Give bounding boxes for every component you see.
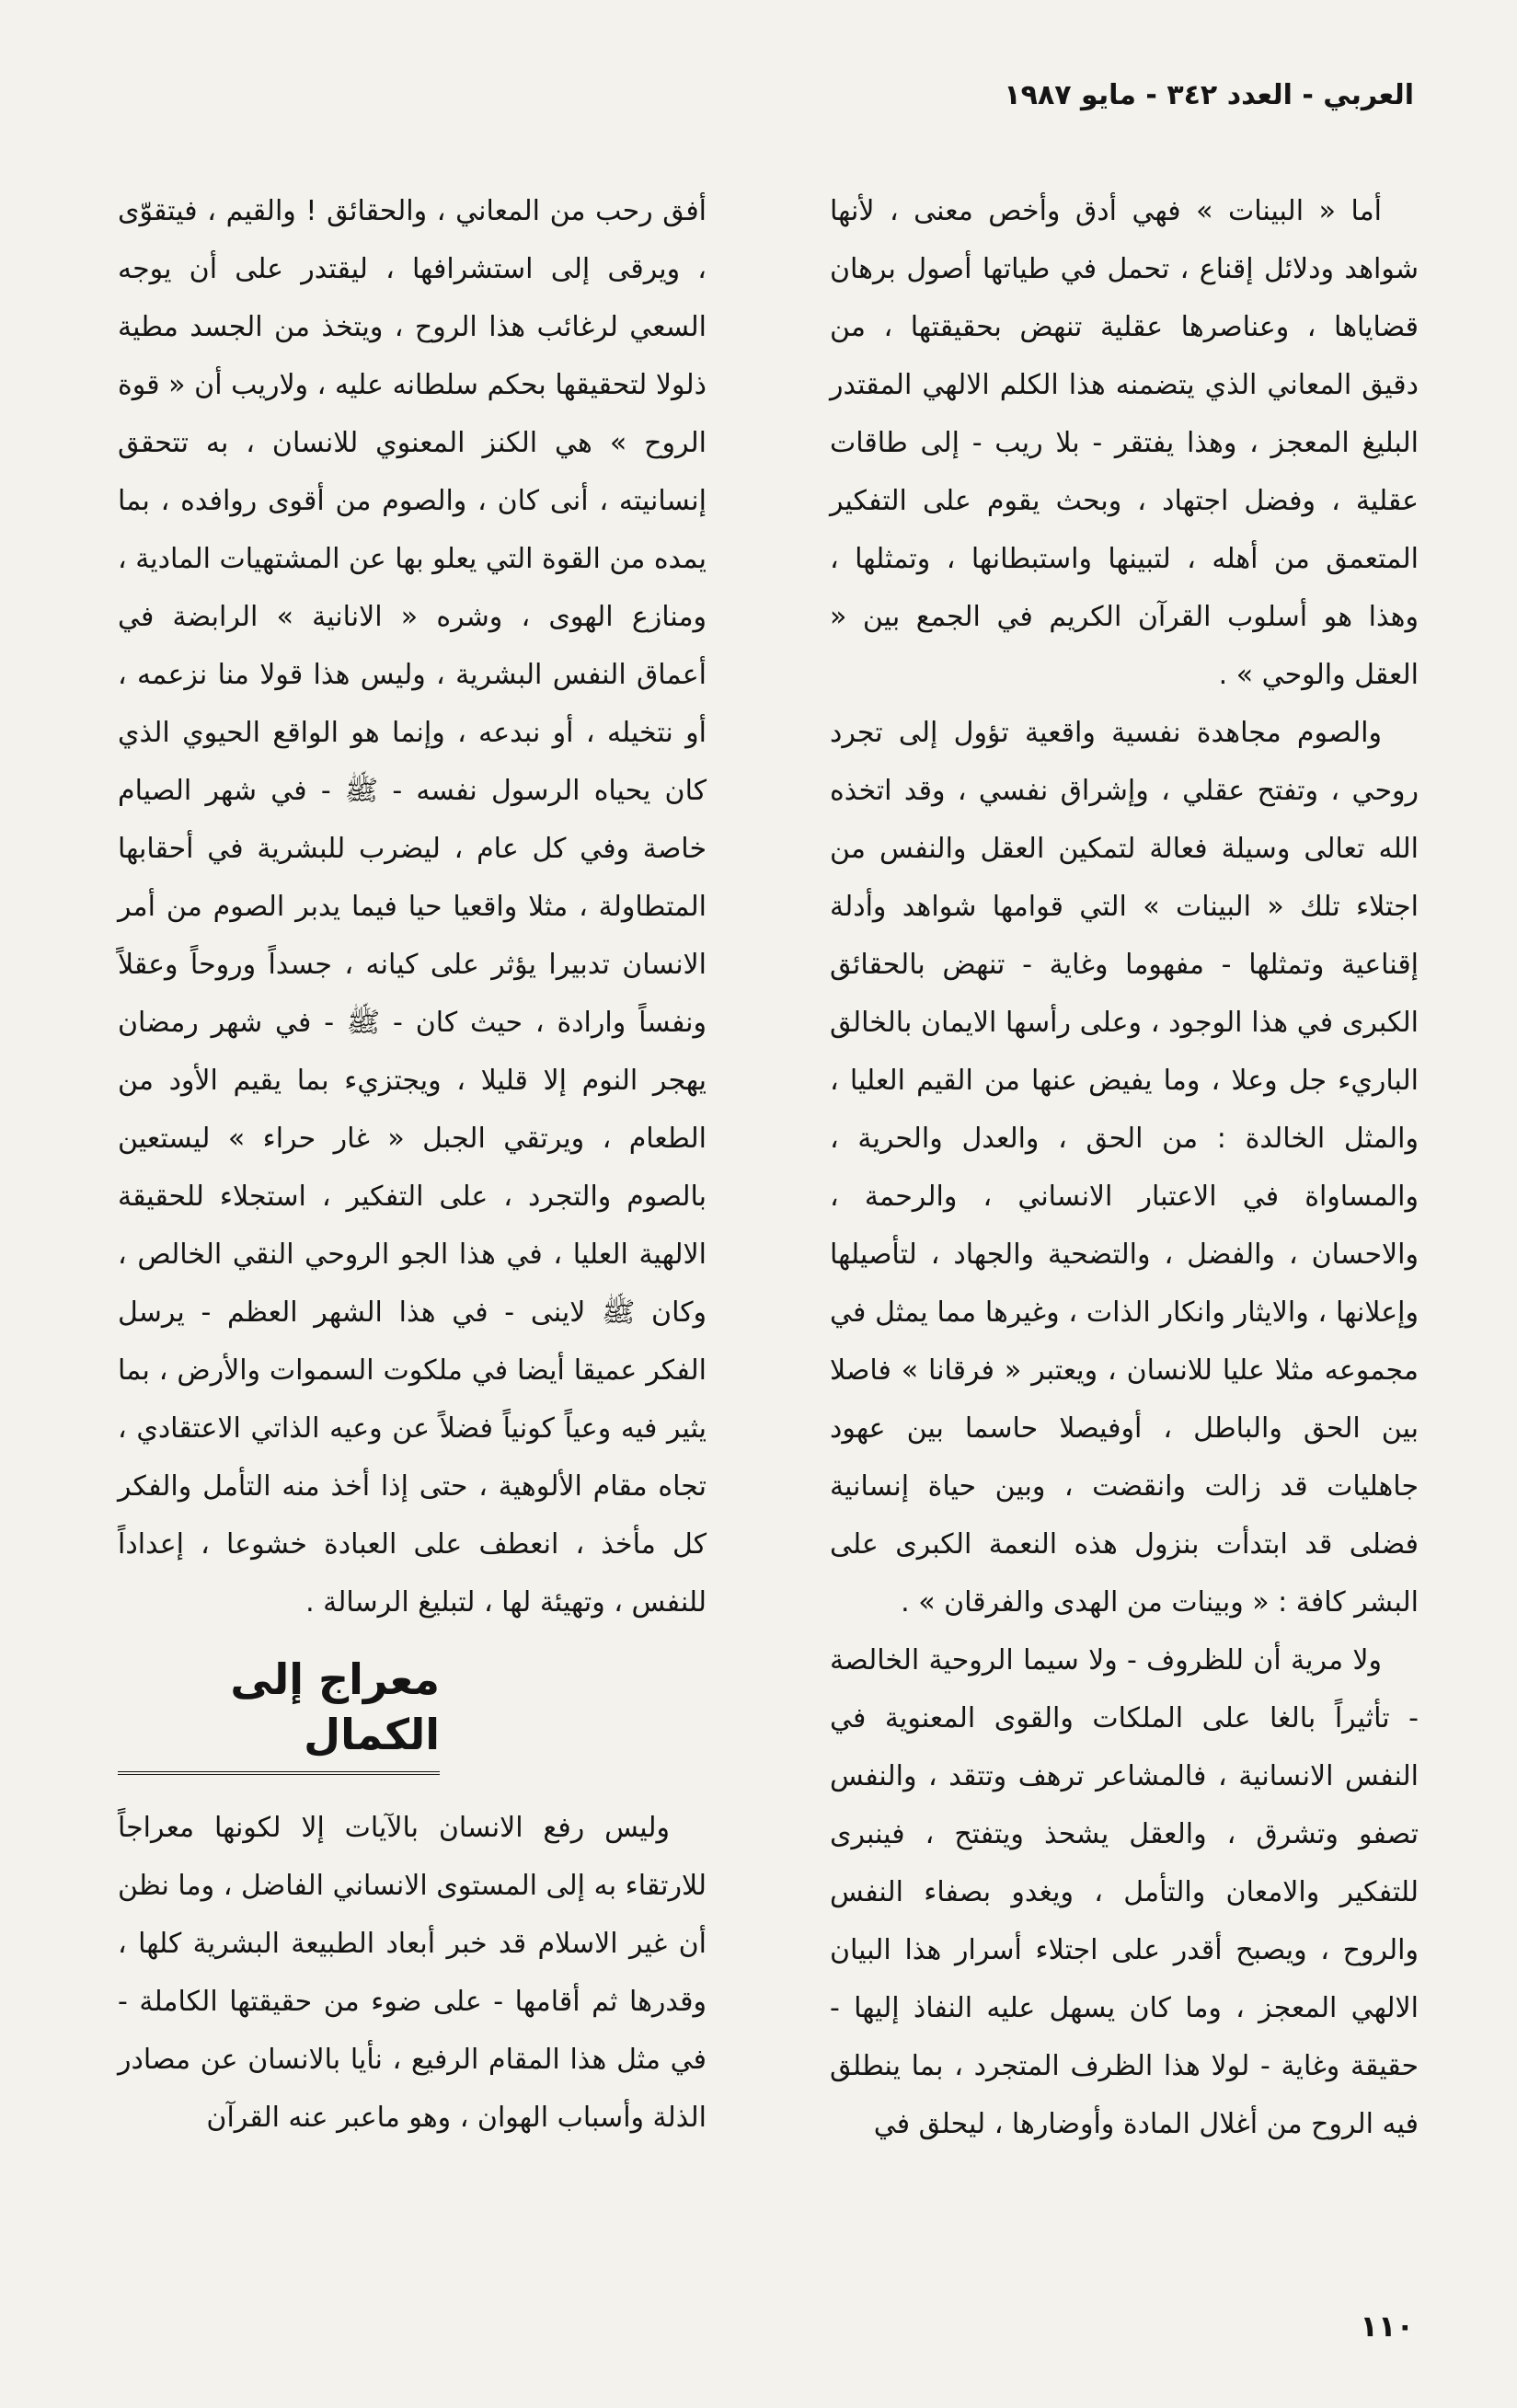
running-header: العربي - العدد ٣٤٢ - مايو ١٩٨٧ [1004,79,1414,111]
page-number: ١١٠ [1360,2309,1414,2344]
left-column [118,182,707,2147]
paragraph: أما « البينات » فهي أدق وأخص معنى ، لأنها شواهد ودلائل إقناع ، تحمل في طياتها أصول برهان قضاياها ، وعناصرها عقلية تنهض بحقيقتها ، من دقيق المعاني الذي يتضمنه هذا الكلم الالهي المقتدر البليغ المعجز ، وهذا يفتقر - بلا ريب - إلى طاقات عقلية ، وفضل اجتهاد ، وبحث يقوم على التفكير المتعمق من أهله ، لتبينها واستبطانها ، وتمثلها ، وهذا هو أسلوب القرآن الكريم في الجمع بين « العقل والوحي » . [830,195,1419,691]
section-heading: معراج إلى الكمال [118,1648,440,1775]
paragraph: والصوم مجاهدة نفسية واقعية تؤول إلى تجرد روحي ، وتفتح عقلي ، وإشراق نفسي ، وقد اتخذه الله تعالى وسيلة فعالة لتمكين العقل والنفس من اجتلاء تلك « البينات » التي قوامها شواهد وأدلة إقناعية وتمثلها - مفهوما وغاية - تنهض بالحقائق الكبرى في هذا الوجود ، وعلى رأسها الايمان بالخالق الباريء جل وعلا ، وما يفيض عنها من القيم العليا ، والمثل الخالدة : من الحق ، والعدل والحرية ، والمساواة في الاعتبار الانساني ، والرحمة ، والاحسان ، والفضل ، والتضحية والجهاد ، لتأصيلها وإعلانها ، والايثار وانكار الذات ، وغيرها مما يمثل في مجموعه مثلا عليا للانسان ، ويعتبر « فرقانا » فاصلا بين الحق والباطل ، أوفيصلا حاسما بين عهود جاهليات قد زالت وانقضت ، وبين حياة إنسانية فضلى قد ابتدأت بنزول هذه النعمة الكبرى على البشر كافة : « وبينات من الهدى والفرقان » . [830,717,1419,1619]
right-column [830,182,1419,2153]
paragraph: وليس رفع الانسان بالآيات إلا لكونها معراجاً للارتقاء به إلى المستوى الانساني الفاضل ، وما نظن أن غير الاسلام قد خبر أبعاد الطبيعة البشرية كلها ، وقدرها ثم أقامها - على ضوء من حقيقتها الكاملة - في مثل هذا المقام الرفيع ، نأيا بالانسان عن مصادر الذلة وأسباب الهوان ، وهو ماعبر عنه القرآن [118,1812,707,2134]
paragraph: أفق رحب من المعاني ، والحقائق ! والقيم ، فيتقوّى ، ويرقى إلى استشرافها ، ليقتدر على أن يوجه السعي لرغائب هذا الروح ، ويتخذ من الجسد مطية ذلولا لتحقيقها بحكم سلطانه عليه ، ولاريب أن « قوة الروح » هي الكنز المعنوي للانسان ، به تتحقق إنسانيته ، أنى كان ، والصوم من أقوى روافده ، بما يمده من القوة التي يعلو بها عن المشتهيات المادية ، ومنازع الهوى ، وشره « الانانية » الرابضة في أعماق النفس البشرية ، وليس هذا قولا منا نزعمه ، أو نتخيله ، أو نبدعه ، وإنما هو الواقع الحيوي الذي كان يحياه الرسول نفسه - ﷺ - في شهر الصيام خاصة وفي كل عام ، ليضرب للبشرية في أحقابها المتطاولة ، مثلا واقعيا حيا فيما يدبر الصوم من أمر الانسان تدبيرا يؤثر على كيانه ، جسداً وروحاً وعقلاً ونفساً وارادة ، حيث كان - ﷺ - في شهر رمضان يهجر النوم إلا قليلا ، ويجتزيء بما يقيم الأود من الطعام ، ويرتقي الجبل « غار حراء » ليستعين بالصوم والتجرد ، على التفكير ، استجلاء للحقيقة الالهية العليا ، في هذا الجو الروحي النقي الخالص ، وكان ﷺ لاينى - في هذا الشهر العظم - يرسل الفكر عميقا أيضا في ملكوت السموات والأرض ، بما يثير فيه وعياً كونياً فضلاً عن وعيه الذاتي الاعتقادي ، تجاه مقام الألوهية ، حتى إذا أخذ منه التأمل والفكر كل مأخذ ، انعطف على العبادة خشوعا ، إعداداً للنفس ، وتهيئة لها ، لتبليغ الرسالة . [118,195,707,1619]
paragraph: ولا مرية أن للظروف - ولا سيما الروحية الخالصة - تأثيراً بالغا على الملكات والقوى المعنوية في النفس الانسانية ، فالمشاعر ترهف وتتقد ، والنفس تصفو وتشرق ، والعقل يشحذ ويتفتح ، فينبرى للتفكير والامعان والتأمل ، ويغدو بصفاء النفس والروح ، ويصبح أقدر على اجتلاء أسرار هذا البيان الالهي المعجز ، وما كان يسهل عليه النفاذ إليها - حقيقة وغاية - لولا هذا الظرف المتجرد ، بما ينطلق فيه الروح من أغلال المادة وأوضارها ، ليحلق في [830,1644,1419,2140]
